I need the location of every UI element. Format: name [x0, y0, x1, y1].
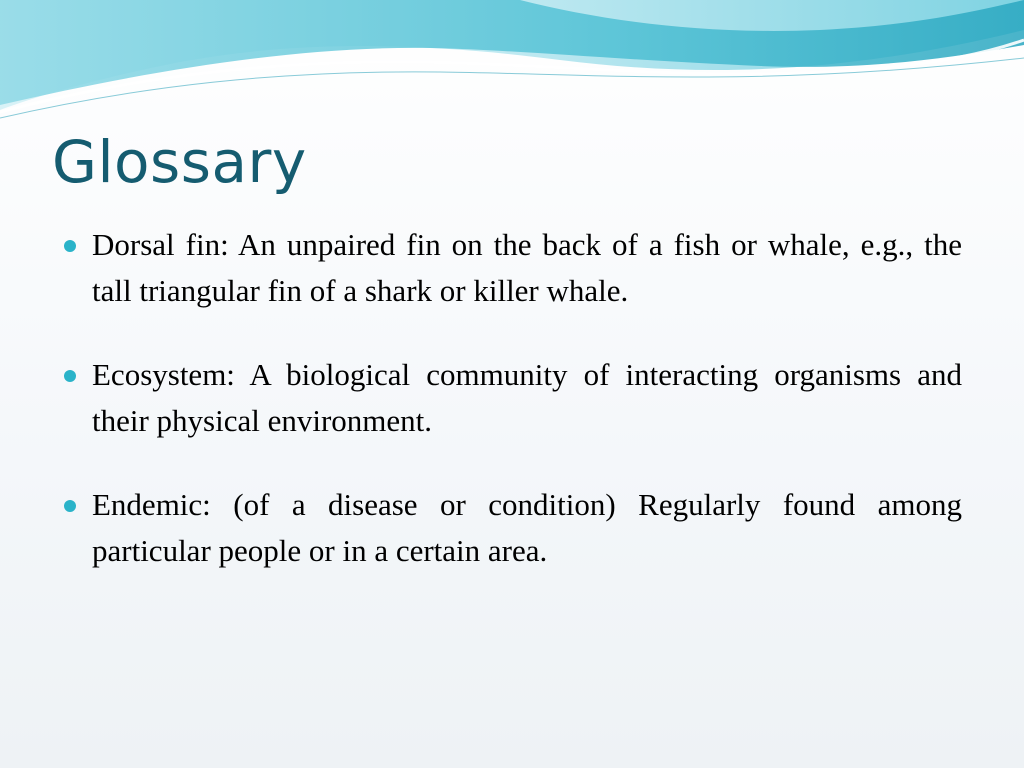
glossary-item	[62, 352, 962, 444]
slide-title: Glossary	[52, 128, 307, 196]
bullet-icon	[64, 500, 76, 512]
bullet-icon	[64, 370, 76, 382]
bullet-icon	[64, 240, 76, 252]
glossary-item	[62, 482, 962, 574]
glossary-item-text: Dorsal fin: An unpaired fin on the back of a fish or whale, e.g., the tall triangular fin of a shark or killer whale.	[92, 227, 962, 308]
glossary-list	[62, 222, 962, 612]
glossary-item	[62, 222, 962, 314]
wave-header-decoration	[0, 0, 1024, 130]
glossary-item-text: Endemic: (of a disease or condition) Regularly found among particular people or in a certain area.	[92, 487, 962, 568]
glossary-item-text: Ecosystem: A biological community of interacting organisms and their physical environment.	[92, 357, 962, 438]
